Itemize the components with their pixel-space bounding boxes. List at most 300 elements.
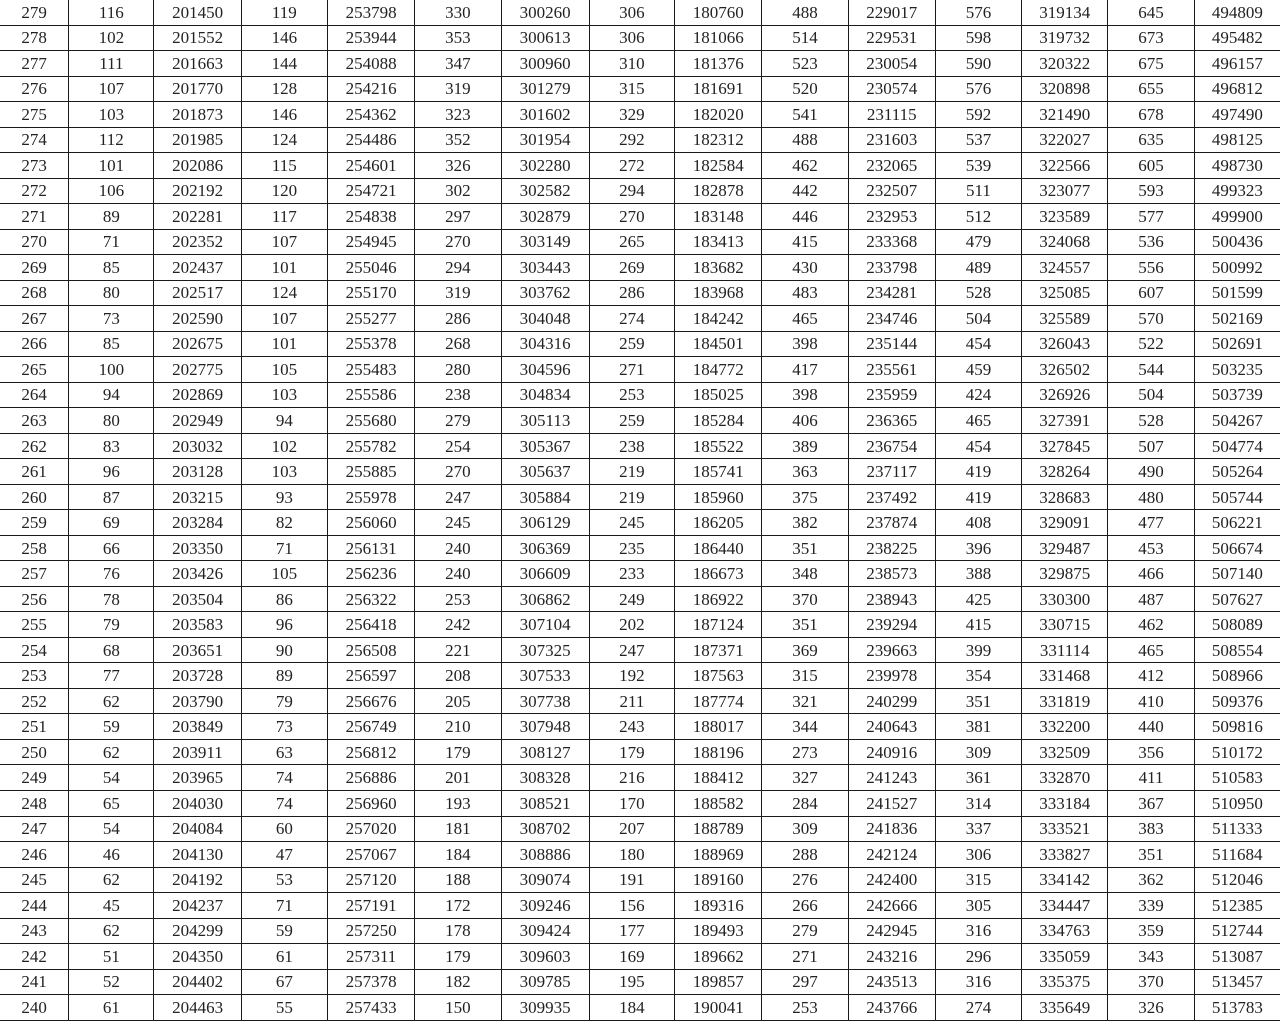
- score-cell: 240: [0, 995, 69, 1021]
- score-cell: 268: [0, 280, 69, 306]
- table-cell: 190041: [675, 995, 762, 1021]
- table-cell: 47: [241, 842, 327, 868]
- table-cell: 202086: [154, 153, 241, 179]
- table-cell: 238: [589, 433, 674, 459]
- table-cell: 186673: [675, 561, 762, 587]
- table-cell: 306129: [501, 510, 589, 536]
- table-cell: 203790: [154, 688, 241, 714]
- table-cell: 254216: [328, 76, 415, 102]
- table-cell: 307325: [501, 637, 589, 663]
- table-cell: 335649: [1022, 995, 1108, 1021]
- table-cell: 45: [69, 893, 154, 919]
- table-cell: 273: [762, 739, 848, 765]
- score-cell: 279: [0, 0, 69, 25]
- score-cell: 276: [0, 76, 69, 102]
- table-cell: 329875: [1022, 561, 1108, 587]
- table-cell: 255978: [328, 484, 415, 510]
- table-cell: 202281: [154, 204, 241, 230]
- table-cell: 254362: [328, 102, 415, 128]
- table-cell: 183682: [675, 255, 762, 281]
- table-cell: 503739: [1194, 382, 1280, 408]
- table-cell: 678: [1108, 102, 1194, 128]
- table-cell: 179: [415, 944, 501, 970]
- table-cell: 327845: [1022, 433, 1108, 459]
- score-cell: 243: [0, 918, 69, 944]
- table-cell: 270: [589, 204, 674, 230]
- table-cell: 254601: [328, 153, 415, 179]
- table-cell: 399: [935, 637, 1021, 663]
- table-cell: 315: [935, 867, 1021, 893]
- table-cell: 203284: [154, 510, 241, 536]
- table-row: [0, 969, 1280, 995]
- table-row: [0, 867, 1280, 893]
- table-cell: 243: [589, 714, 674, 740]
- table-cell: 462: [762, 153, 848, 179]
- table-cell: 465: [762, 306, 848, 332]
- table-cell: 90: [241, 637, 327, 663]
- table-cell: 256749: [328, 714, 415, 740]
- table-cell: 440: [1108, 714, 1194, 740]
- table-cell: 103: [241, 459, 327, 485]
- table-cell: 202590: [154, 306, 241, 332]
- table-cell: 319134: [1022, 0, 1108, 25]
- table-cell: 67: [241, 969, 327, 995]
- table-cell: 106: [69, 178, 154, 204]
- table-cell: 272: [589, 153, 674, 179]
- table-cell: 383: [1108, 816, 1194, 842]
- table-cell: 265: [589, 229, 674, 255]
- score-cell: 242: [0, 944, 69, 970]
- table-cell: 257250: [328, 918, 415, 944]
- table-cell: 329: [589, 102, 674, 128]
- table-cell: 488: [762, 127, 848, 153]
- table-cell: 351: [762, 612, 848, 638]
- table-cell: 417: [762, 357, 848, 383]
- table-cell: 522: [1108, 331, 1194, 357]
- table-cell: 202437: [154, 255, 241, 281]
- table-cell: 520: [762, 76, 848, 102]
- table-cell: 496157: [1194, 51, 1280, 77]
- table-cell: 115: [241, 153, 327, 179]
- table-cell: 675: [1108, 51, 1194, 77]
- table-cell: 202675: [154, 331, 241, 357]
- table-cell: 229531: [848, 25, 935, 51]
- table-cell: 329487: [1022, 535, 1108, 561]
- table-cell: 240: [415, 561, 501, 587]
- table-cell: 257067: [328, 842, 415, 868]
- table-cell: 306369: [501, 535, 589, 561]
- table-cell: 257191: [328, 893, 415, 919]
- table-cell: 240643: [848, 714, 935, 740]
- table-row: [0, 153, 1280, 179]
- table-cell: 181691: [675, 76, 762, 102]
- table-cell: 189493: [675, 918, 762, 944]
- table-cell: 189662: [675, 944, 762, 970]
- table-cell: 307533: [501, 663, 589, 689]
- score-cell: 252: [0, 688, 69, 714]
- table-cell: 79: [69, 612, 154, 638]
- table-cell: 256131: [328, 535, 415, 561]
- table-cell: 329091: [1022, 510, 1108, 536]
- table-cell: 203849: [154, 714, 241, 740]
- table-cell: 186922: [675, 586, 762, 612]
- table-row: [0, 688, 1280, 714]
- table-cell: 256676: [328, 688, 415, 714]
- table-cell: 156: [589, 893, 674, 919]
- table-cell: 300960: [501, 51, 589, 77]
- table-cell: 191: [589, 867, 674, 893]
- table-cell: 202352: [154, 229, 241, 255]
- table-cell: 343: [1108, 944, 1194, 970]
- table-cell: 306609: [501, 561, 589, 587]
- table-cell: 201: [415, 765, 501, 791]
- table-cell: 239663: [848, 637, 935, 663]
- table-cell: 388: [935, 561, 1021, 587]
- table-cell: 363: [762, 459, 848, 485]
- table-cell: 102: [241, 433, 327, 459]
- score-cell: 262: [0, 433, 69, 459]
- table-cell: 510950: [1194, 790, 1280, 816]
- table-cell: 255680: [328, 408, 415, 434]
- table-cell: 351: [1108, 842, 1194, 868]
- table-cell: 240: [415, 535, 501, 561]
- table-cell: 255782: [328, 433, 415, 459]
- table-cell: 185522: [675, 433, 762, 459]
- table-cell: 144: [241, 51, 327, 77]
- table-cell: 309246: [501, 893, 589, 919]
- table-cell: 367: [1108, 790, 1194, 816]
- table-cell: 216: [589, 765, 674, 791]
- table-cell: 180760: [675, 0, 762, 25]
- table-row: [0, 127, 1280, 153]
- table-cell: 73: [69, 306, 154, 332]
- table-cell: 59: [69, 714, 154, 740]
- table-cell: 183968: [675, 280, 762, 306]
- table-cell: 509816: [1194, 714, 1280, 740]
- table-cell: 302582: [501, 178, 589, 204]
- table-cell: 507627: [1194, 586, 1280, 612]
- table-cell: 332870: [1022, 765, 1108, 791]
- table-cell: 635: [1108, 127, 1194, 153]
- table-cell: 514: [762, 25, 848, 51]
- table-row: [0, 459, 1280, 485]
- table-cell: 504774: [1194, 433, 1280, 459]
- table-cell: 544: [1108, 357, 1194, 383]
- table-cell: 242666: [848, 893, 935, 919]
- table-cell: 303149: [501, 229, 589, 255]
- table-cell: 537: [935, 127, 1021, 153]
- table-cell: 255483: [328, 357, 415, 383]
- table-cell: 189160: [675, 867, 762, 893]
- table-cell: 319732: [1022, 25, 1108, 51]
- table-cell: 238943: [848, 586, 935, 612]
- table-cell: 76: [69, 561, 154, 587]
- table-cell: 508966: [1194, 663, 1280, 689]
- table-cell: 203128: [154, 459, 241, 485]
- table-cell: 201552: [154, 25, 241, 51]
- table-cell: 507: [1108, 433, 1194, 459]
- table-cell: 221: [415, 637, 501, 663]
- table-cell: 170: [589, 790, 674, 816]
- table-cell: 188412: [675, 765, 762, 791]
- table-cell: 592: [935, 102, 1021, 128]
- table-row: [0, 484, 1280, 510]
- table-cell: 105: [241, 357, 327, 383]
- score-cell: 271: [0, 204, 69, 230]
- table-cell: 309785: [501, 969, 589, 995]
- table-cell: 499323: [1194, 178, 1280, 204]
- table-cell: 119: [241, 0, 327, 25]
- table-cell: 297: [762, 969, 848, 995]
- table-cell: 304834: [501, 382, 589, 408]
- table-cell: 446: [762, 204, 848, 230]
- table-cell: 107: [69, 76, 154, 102]
- table-cell: 305: [935, 893, 1021, 919]
- table-cell: 454: [935, 331, 1021, 357]
- table-cell: 415: [762, 229, 848, 255]
- table-cell: 465: [935, 408, 1021, 434]
- table-cell: 325589: [1022, 306, 1108, 332]
- table-row: [0, 510, 1280, 536]
- score-cell: 272: [0, 178, 69, 204]
- table-cell: 254945: [328, 229, 415, 255]
- table-cell: 185960: [675, 484, 762, 510]
- table-cell: 112: [69, 127, 154, 153]
- table-cell: 307948: [501, 714, 589, 740]
- table-row: [0, 408, 1280, 434]
- table-cell: 331468: [1022, 663, 1108, 689]
- table-cell: 308328: [501, 765, 589, 791]
- table-cell: 296: [935, 944, 1021, 970]
- table-cell: 62: [69, 739, 154, 765]
- table-cell: 508089: [1194, 612, 1280, 638]
- table-cell: 645: [1108, 0, 1194, 25]
- table-cell: 504: [1108, 382, 1194, 408]
- table-cell: 259: [589, 331, 674, 357]
- table-cell: 381: [935, 714, 1021, 740]
- table-cell: 337: [935, 816, 1021, 842]
- table-cell: 300260: [501, 0, 589, 25]
- table-cell: 236754: [848, 433, 935, 459]
- table-row: [0, 25, 1280, 51]
- table-cell: 292: [589, 127, 674, 153]
- table-row: [0, 178, 1280, 204]
- table-cell: 253944: [328, 25, 415, 51]
- table-cell: 453: [1108, 535, 1194, 561]
- table-cell: 237117: [848, 459, 935, 485]
- table-cell: 94: [241, 408, 327, 434]
- table-cell: 332509: [1022, 739, 1108, 765]
- table-cell: 241836: [848, 816, 935, 842]
- table-cell: 488: [762, 0, 848, 25]
- table-row: [0, 357, 1280, 383]
- table-cell: 487: [1108, 586, 1194, 612]
- score-cell: 261: [0, 459, 69, 485]
- table-cell: 204192: [154, 867, 241, 893]
- table-cell: 504267: [1194, 408, 1280, 434]
- table-cell: 442: [762, 178, 848, 204]
- table-cell: 330300: [1022, 586, 1108, 612]
- table-cell: 506674: [1194, 535, 1280, 561]
- table-cell: 305367: [501, 433, 589, 459]
- table-cell: 257020: [328, 816, 415, 842]
- table-cell: 93: [241, 484, 327, 510]
- table-cell: 504: [935, 306, 1021, 332]
- table-cell: 254838: [328, 204, 415, 230]
- table-cell: 300613: [501, 25, 589, 51]
- table-cell: 69: [69, 510, 154, 536]
- table-cell: 323077: [1022, 178, 1108, 204]
- table-cell: 513457: [1194, 969, 1280, 995]
- table-cell: 187371: [675, 637, 762, 663]
- table-cell: 188196: [675, 739, 762, 765]
- table-cell: 319: [415, 280, 501, 306]
- table-cell: 286: [589, 280, 674, 306]
- table-cell: 204130: [154, 842, 241, 868]
- table-cell: 185025: [675, 382, 762, 408]
- table-cell: 203350: [154, 535, 241, 561]
- table-cell: 172: [415, 893, 501, 919]
- table-cell: 511333: [1194, 816, 1280, 842]
- table-cell: 195: [589, 969, 674, 995]
- table-cell: 307738: [501, 688, 589, 714]
- table-cell: 103: [69, 102, 154, 128]
- table-cell: 255046: [328, 255, 415, 281]
- table-cell: 316: [935, 969, 1021, 995]
- table-cell: 242945: [848, 918, 935, 944]
- table-row: [0, 102, 1280, 128]
- table-cell: 673: [1108, 25, 1194, 51]
- table-cell: 512046: [1194, 867, 1280, 893]
- table-cell: 506221: [1194, 510, 1280, 536]
- table-cell: 233798: [848, 255, 935, 281]
- table-cell: 353: [415, 25, 501, 51]
- table-cell: 294: [589, 178, 674, 204]
- score-cell: 263: [0, 408, 69, 434]
- table-cell: 541: [762, 102, 848, 128]
- table-cell: 466: [1108, 561, 1194, 587]
- table-cell: 78: [69, 586, 154, 612]
- table-cell: 102: [69, 25, 154, 51]
- table-cell: 301279: [501, 76, 589, 102]
- table-cell: 219: [589, 459, 674, 485]
- table-cell: 330: [415, 0, 501, 25]
- table-cell: 182878: [675, 178, 762, 204]
- table-cell: 54: [69, 816, 154, 842]
- table-cell: 243766: [848, 995, 935, 1021]
- table-cell: 235561: [848, 357, 935, 383]
- table-cell: 234746: [848, 306, 935, 332]
- score-cell: 244: [0, 893, 69, 919]
- score-cell: 269: [0, 255, 69, 281]
- table-cell: 408: [935, 510, 1021, 536]
- table-cell: 204299: [154, 918, 241, 944]
- score-cell: 254: [0, 637, 69, 663]
- table-cell: 294: [415, 255, 501, 281]
- table-cell: 62: [69, 918, 154, 944]
- table-cell: 255170: [328, 280, 415, 306]
- table-cell: 505264: [1194, 459, 1280, 485]
- table-cell: 513783: [1194, 995, 1280, 1021]
- table-cell: 370: [1108, 969, 1194, 995]
- score-cell: 266: [0, 331, 69, 357]
- table-cell: 204030: [154, 790, 241, 816]
- table-cell: 333827: [1022, 842, 1108, 868]
- table-cell: 253: [762, 995, 848, 1021]
- table-cell: 424: [935, 382, 1021, 408]
- table-cell: 308886: [501, 842, 589, 868]
- table-cell: 53: [241, 867, 327, 893]
- table-cell: 128: [241, 76, 327, 102]
- table-row: [0, 995, 1280, 1021]
- table-cell: 178: [415, 918, 501, 944]
- table-cell: 510583: [1194, 765, 1280, 791]
- table-cell: 240299: [848, 688, 935, 714]
- table-cell: 256236: [328, 561, 415, 587]
- table-row: [0, 382, 1280, 408]
- table-cell: 502169: [1194, 306, 1280, 332]
- table-cell: 479: [935, 229, 1021, 255]
- table-cell: 107: [241, 306, 327, 332]
- table-cell: 101: [241, 331, 327, 357]
- table-cell: 308127: [501, 739, 589, 765]
- table-cell: 239978: [848, 663, 935, 689]
- table-cell: 398: [762, 331, 848, 357]
- table-cell: 334447: [1022, 893, 1108, 919]
- table-cell: 254: [415, 433, 501, 459]
- table-cell: 74: [241, 765, 327, 791]
- table-cell: 96: [241, 612, 327, 638]
- table-cell: 203583: [154, 612, 241, 638]
- table-cell: 202869: [154, 382, 241, 408]
- table-cell: 496812: [1194, 76, 1280, 102]
- table-cell: 483: [762, 280, 848, 306]
- table-cell: 203911: [154, 739, 241, 765]
- table-cell: 243513: [848, 969, 935, 995]
- table-cell: 334763: [1022, 918, 1108, 944]
- table-cell: 303443: [501, 255, 589, 281]
- table-cell: 333521: [1022, 816, 1108, 842]
- table-cell: 245: [415, 510, 501, 536]
- table-cell: 51: [69, 944, 154, 970]
- table-cell: 205: [415, 688, 501, 714]
- table-cell: 101: [69, 153, 154, 179]
- table-row: [0, 255, 1280, 281]
- table-cell: 87: [69, 484, 154, 510]
- table-cell: 238: [415, 382, 501, 408]
- table-cell: 253: [589, 382, 674, 408]
- table-cell: 177: [589, 918, 674, 944]
- table-cell: 528: [935, 280, 1021, 306]
- table-cell: 120: [241, 178, 327, 204]
- table-row: [0, 280, 1280, 306]
- table-cell: 254486: [328, 127, 415, 153]
- table-cell: 306862: [501, 586, 589, 612]
- table-cell: 306: [589, 25, 674, 51]
- table-cell: 326: [415, 153, 501, 179]
- score-cell: 264: [0, 382, 69, 408]
- table-cell: 321: [762, 688, 848, 714]
- table-cell: 235: [589, 535, 674, 561]
- table-cell: 107: [241, 229, 327, 255]
- table-cell: 375: [762, 484, 848, 510]
- table-row: [0, 0, 1280, 25]
- table-cell: 184: [589, 995, 674, 1021]
- table-cell: 187563: [675, 663, 762, 689]
- table-cell: 111: [69, 51, 154, 77]
- table-cell: 61: [241, 944, 327, 970]
- table-cell: 326: [1108, 995, 1194, 1021]
